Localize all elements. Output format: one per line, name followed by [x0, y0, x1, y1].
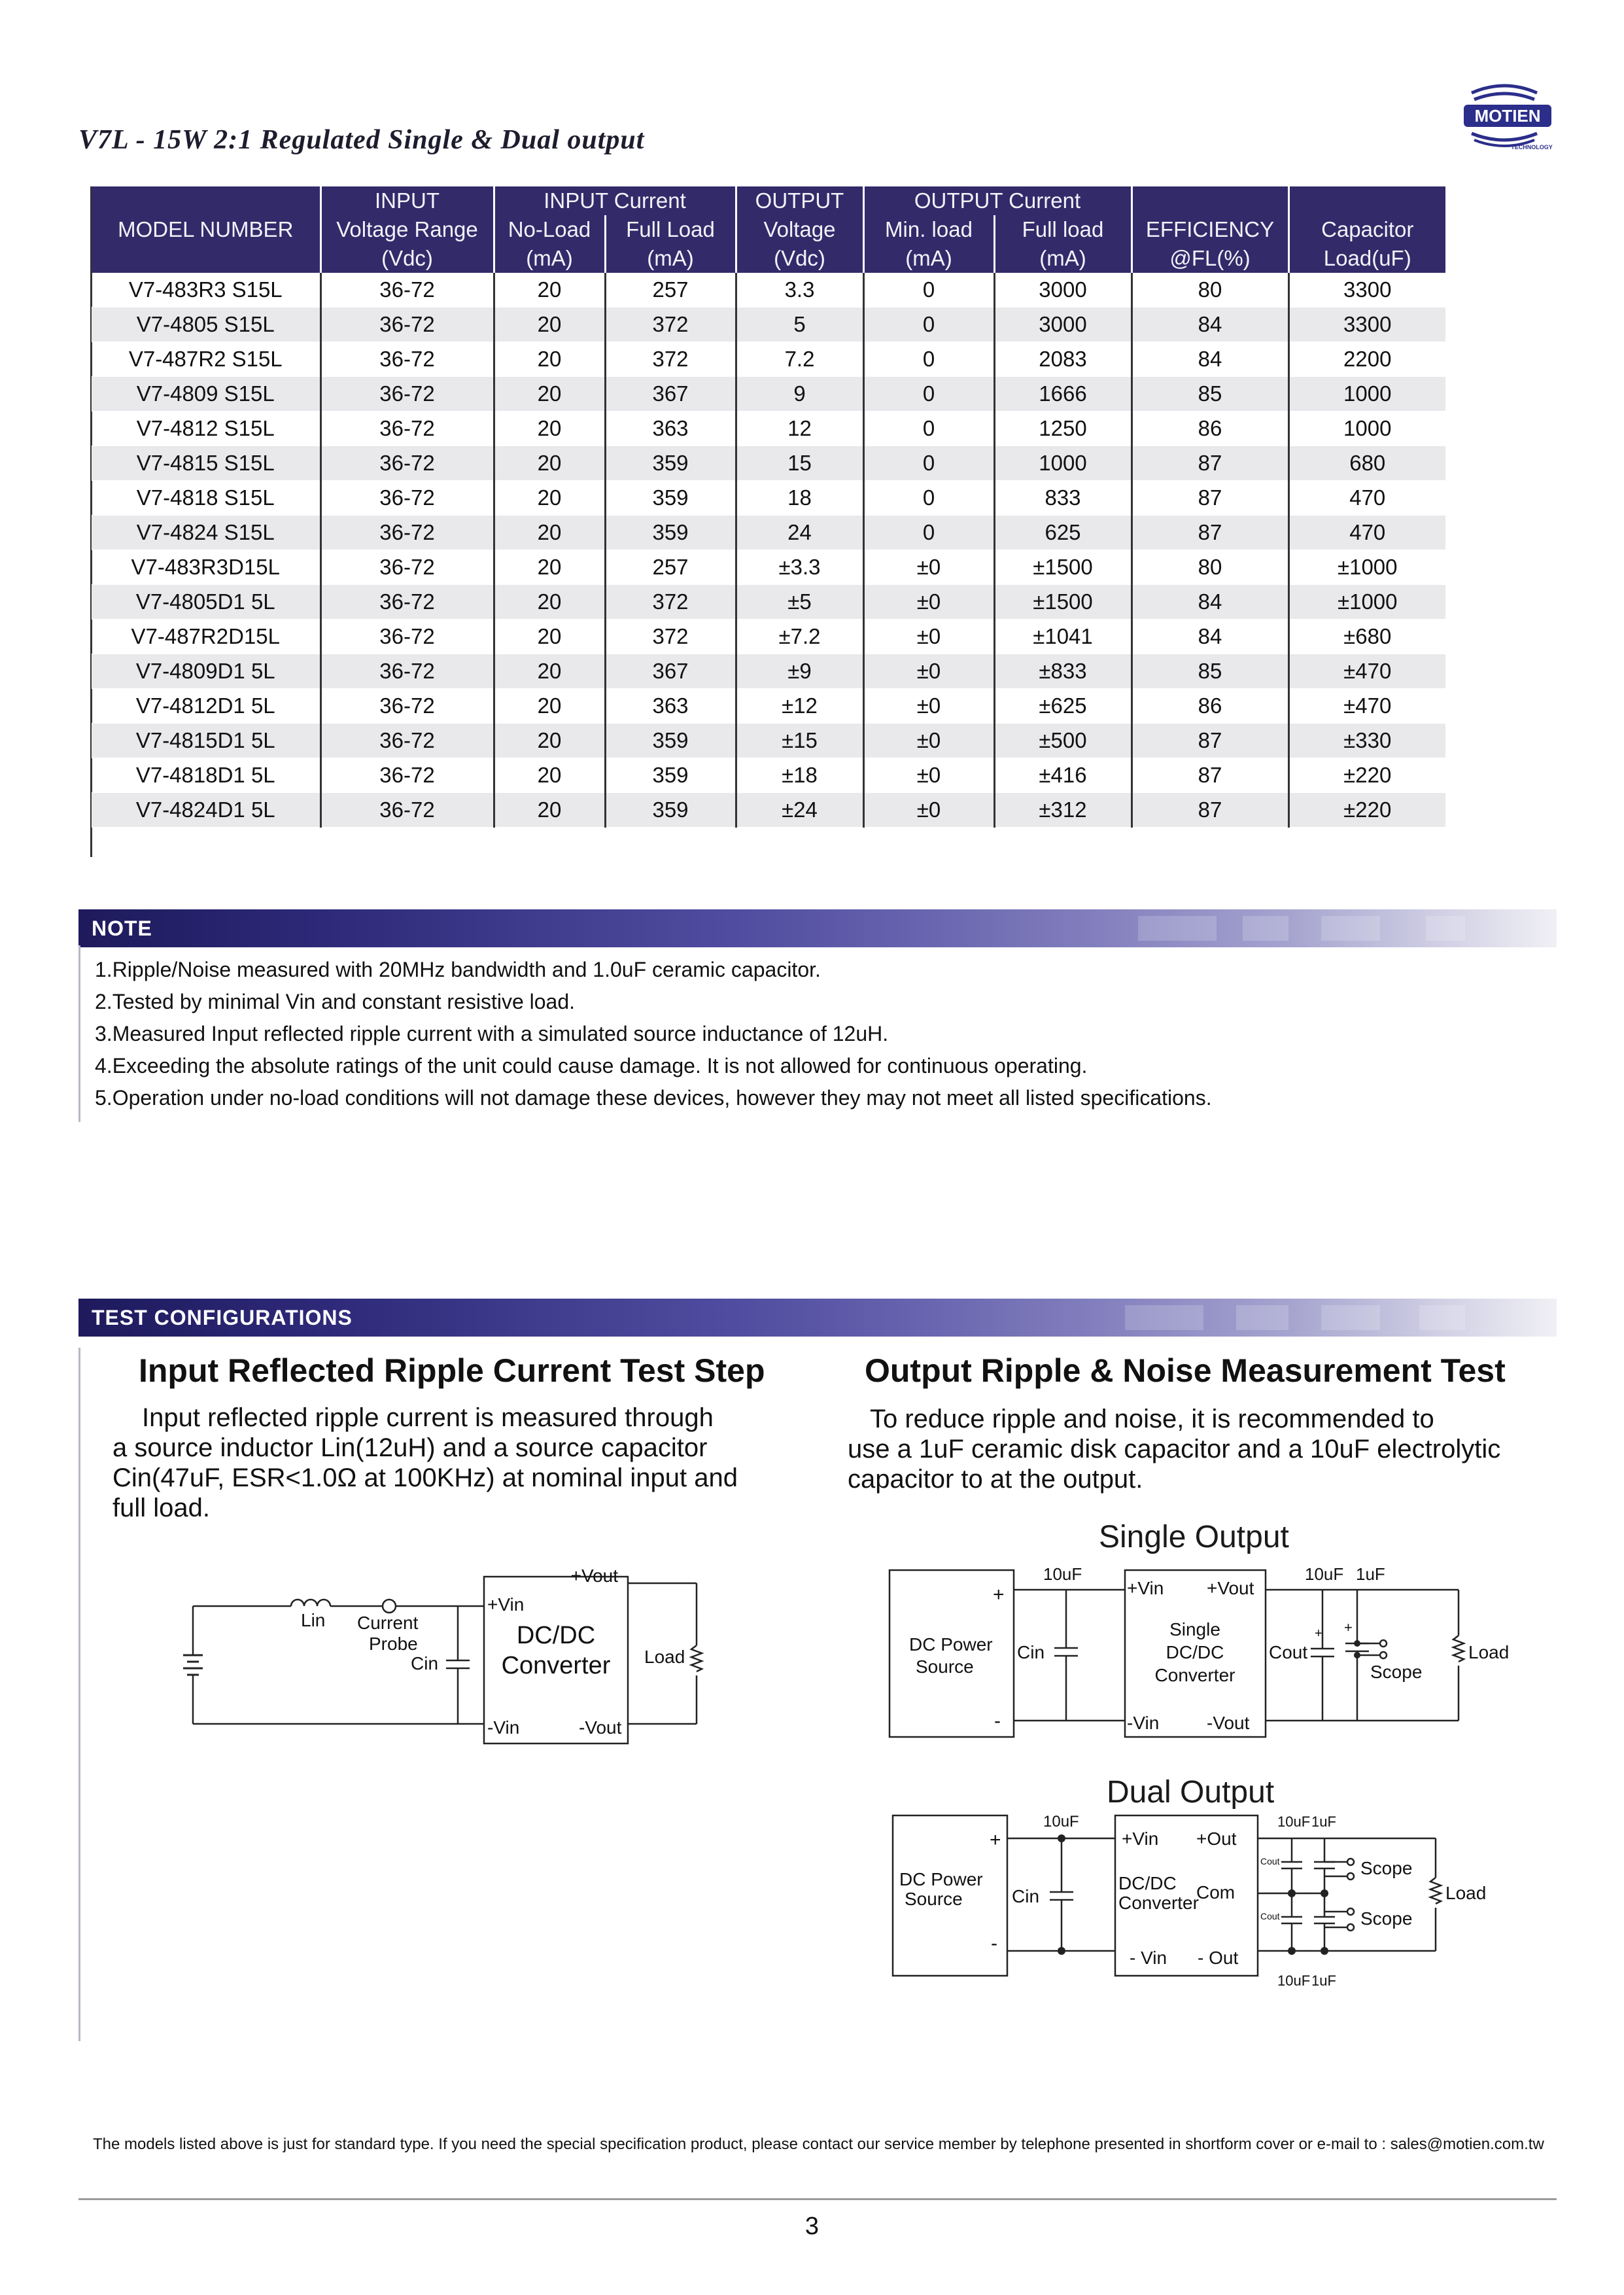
cell-load-capacitor: ±1000	[1288, 550, 1445, 585]
cell-efficiency: 84	[1132, 307, 1288, 342]
cell-full-load-output-current: ±416	[994, 758, 1132, 793]
note-item: 1.Ripple/Noise measured with 20MHz bandwidth and 1.0uF ceramic capacitor.	[95, 958, 821, 981]
header-input-current: INPUT Current	[494, 186, 736, 215]
table-row	[92, 758, 1445, 793]
cell-output-voltage: 9	[736, 377, 863, 412]
scope-label: Scope	[1370, 1662, 1423, 1682]
cell-full-load-input-current: 359	[605, 793, 736, 828]
output-ripple-description	[848, 1404, 1500, 1494]
description-line: Cin(47uF, ESR<1.0Ω at 100KHz) at nominal input and	[112, 1463, 738, 1492]
cell-full-load-output-current: ±1500	[994, 585, 1132, 620]
cell-load-capacitor: ±1000	[1288, 585, 1445, 620]
cout-value-label: 10uF	[1277, 1972, 1311, 1989]
document-title: V7L - 15W 2:1 Regulated Single & Dual output	[78, 125, 645, 155]
cout-label: Cout	[1260, 1911, 1280, 1921]
cell-model-number: V7-4818D1 5L	[92, 758, 320, 793]
cin-value-label: 10uF	[1043, 1813, 1079, 1831]
cell-no-load-current: 20	[494, 412, 605, 446]
cell-full-load-input-current: 359	[605, 516, 736, 550]
header-eff-blank	[1132, 186, 1288, 215]
cell-full-load-output-current: ±625	[994, 689, 1132, 724]
cell-output-voltage: 12	[736, 412, 863, 446]
cell-voltage-range: 36-72	[320, 758, 494, 793]
header-cap-blank	[1288, 186, 1445, 215]
cell-efficiency: 86	[1132, 412, 1288, 446]
cell-min-load-current: ±0	[863, 758, 994, 793]
cell-efficiency: 87	[1132, 516, 1288, 550]
cell-load-capacitor: ±470	[1288, 689, 1445, 724]
cell-efficiency: 87	[1132, 793, 1288, 828]
table-body	[92, 273, 1445, 828]
cell-min-load-current: ±0	[863, 689, 994, 724]
cell-no-load-current: 20	[494, 724, 605, 758]
header-min-load: Min. load	[863, 215, 994, 244]
note-item: 4.Exceeding the absolute ratings of the unit could cause damage. It is not allowed for continuous operating.	[95, 1054, 1088, 1077]
note-item: 5.Operation under no-load conditions will not damage these devices, however they may not meet all listed specifications.	[95, 1086, 1212, 1110]
cell-load-capacitor: 1000	[1288, 412, 1445, 446]
header-unit-efficiency: @FL(%)	[1132, 244, 1288, 273]
cell-model-number: V7-4815D1 5L	[92, 724, 320, 758]
header-full-load-out: Full load	[994, 215, 1132, 244]
cell-no-load-current: 20	[494, 620, 605, 654]
cell-min-load-current: ±0	[863, 724, 994, 758]
cell-voltage-range: 36-72	[320, 689, 494, 724]
cell-no-load-current: 20	[494, 481, 605, 516]
cell-load-capacitor: ±680	[1288, 620, 1445, 654]
cell-load-capacitor: ±220	[1288, 758, 1445, 793]
cell-output-voltage: 18	[736, 481, 863, 516]
input-ripple-title: Input Reflected Ripple Current Test Step	[139, 1352, 765, 1389]
cell-voltage-range: 36-72	[320, 516, 494, 550]
cell-efficiency: 87	[1132, 724, 1288, 758]
converter-label: Converter	[1154, 1665, 1235, 1685]
plus-label: +	[990, 1829, 1001, 1851]
cell-voltage-range: 36-72	[320, 273, 494, 307]
vout-plus-label: +Vout	[1207, 1578, 1254, 1598]
header-voltage-range: Voltage Range	[320, 215, 494, 244]
cell-no-load-current: 20	[494, 793, 605, 828]
cell-efficiency: 84	[1132, 620, 1288, 654]
cell-load-capacitor: 1000	[1288, 377, 1445, 412]
cell-no-load-current: 20	[494, 307, 605, 342]
single-output-circuit-diagram	[883, 1560, 1510, 1747]
specification-table	[92, 186, 1445, 828]
cell-model-number: V7-4809D1 5L	[92, 654, 320, 689]
cout-label: Cout	[1260, 1856, 1280, 1866]
cell-efficiency: 85	[1132, 377, 1288, 412]
cell-full-load-output-current: 833	[994, 481, 1132, 516]
cell-voltage-range: 36-72	[320, 724, 494, 758]
cell-load-capacitor: 470	[1288, 481, 1445, 516]
cell-efficiency: 84	[1132, 585, 1288, 620]
vin-plus-label: +Vin	[487, 1594, 525, 1615]
header-output-current: OUTPUT Current	[863, 186, 1132, 215]
cell-full-load-input-current: 367	[605, 654, 736, 689]
vout-minus-label: -Vout	[579, 1717, 622, 1738]
cell-output-voltage: ±3.3	[736, 550, 863, 585]
table-row	[92, 724, 1445, 758]
cell-output-voltage: ±9	[736, 654, 863, 689]
description-line: To reduce ripple and noise, it is recommended to	[870, 1405, 1434, 1433]
cell-full-load-input-current: 257	[605, 273, 736, 307]
table-row	[92, 550, 1445, 585]
notes-left-rule	[78, 945, 80, 1122]
cell-output-voltage: ±18	[736, 758, 863, 793]
cell-load-capacitor: ±330	[1288, 724, 1445, 758]
cell-load-capacitor: ±470	[1288, 654, 1445, 689]
cell-model-number: V7-4805 S15L	[92, 307, 320, 342]
cell-full-load-output-current: ±1041	[994, 620, 1132, 654]
table-row	[92, 377, 1445, 412]
cell-model-number: V7-483R3 S15L	[92, 273, 320, 307]
minus-label: -	[991, 1933, 997, 1954]
cell-model-number: V7-4809 S15L	[92, 377, 320, 412]
header-efficiency: EFFICIENCY	[1132, 215, 1288, 244]
cell-no-load-current: 20	[494, 377, 605, 412]
cell-full-load-output-current: 1666	[994, 377, 1132, 412]
cell-voltage-range: 36-72	[320, 446, 494, 481]
header-unit-no-load: (mA)	[494, 244, 605, 273]
cell-no-load-current: 20	[494, 654, 605, 689]
cell-no-load-current: 20	[494, 342, 605, 377]
header-unit-voltage-range: (Vdc)	[320, 244, 494, 273]
cell-output-voltage: 5	[736, 307, 863, 342]
cell-efficiency: 80	[1132, 273, 1288, 307]
description-line: Input reflected ripple current is measured through	[142, 1403, 714, 1432]
cell-full-load-input-current: 363	[605, 412, 736, 446]
cell-model-number: V7-4824 S15L	[92, 516, 320, 550]
cell-no-load-current: 20	[494, 516, 605, 550]
cell-full-load-output-current: ±312	[994, 793, 1132, 828]
cell-model-number: V7-4812D1 5L	[92, 689, 320, 724]
cin-value-label: 10uF	[1043, 1564, 1082, 1584]
note-band	[78, 909, 1557, 947]
cell-no-load-current: 20	[494, 689, 605, 724]
plus-label: +	[993, 1584, 1005, 1605]
cell-full-load-output-current: ±500	[994, 724, 1132, 758]
scope-label: Scope	[1360, 1858, 1413, 1878]
cell-min-load-current: 0	[863, 446, 994, 481]
cell-output-voltage: ±12	[736, 689, 863, 724]
vin-minus-label: -Vin	[487, 1717, 520, 1738]
cell-full-load-input-current: 372	[605, 620, 736, 654]
cell-min-load-current: 0	[863, 342, 994, 377]
footer-note: The models listed above is just for standard type. If you need the special specification product, please contact our service member by telephone presented in shortform cover or e-mail to : sales@motien.com.tw	[93, 2135, 1544, 2153]
test-left-rule	[78, 1348, 80, 2041]
cell-full-load-output-current: 625	[994, 516, 1132, 550]
test-config-label: TEST CONFIGURATIONS	[92, 1306, 353, 1329]
cell-load-capacitor: 2200	[1288, 342, 1445, 377]
cell-min-load-current: 0	[863, 412, 994, 446]
cell-model-number: V7-487R2D15L	[92, 620, 320, 654]
cell-voltage-range: 36-72	[320, 620, 494, 654]
cout-plus-label: +	[1315, 1626, 1322, 1641]
header-unit-min-load: (mA)	[863, 244, 994, 273]
header-input: INPUT	[320, 186, 494, 215]
input-ripple-circuit-diagram	[177, 1564, 733, 1760]
cell-output-voltage: ±5	[736, 585, 863, 620]
cell-min-load-current: ±0	[863, 550, 994, 585]
cell-model-number: V7-487R2 S15L	[92, 342, 320, 377]
cin-label: Cin	[1017, 1642, 1045, 1662]
cell-efficiency: 85	[1132, 654, 1288, 689]
header-output: OUTPUT	[736, 186, 863, 215]
cell-full-load-input-current: 372	[605, 307, 736, 342]
note-item: 2.Tested by minimal Vin and constant resistive load.	[95, 990, 576, 1013]
dual-output-circuit-diagram	[886, 1812, 1487, 1992]
cell-full-load-output-current: 3000	[994, 307, 1132, 342]
cell-voltage-range: 36-72	[320, 377, 494, 412]
cell-full-load-input-current: 359	[605, 446, 736, 481]
table-row	[92, 412, 1445, 446]
dcdc-label: DC/DC	[516, 1622, 596, 1649]
cout-label: Cout	[1269, 1642, 1308, 1662]
cell-no-load-current: 20	[494, 585, 605, 620]
vin-plus-label: +Vin	[1127, 1578, 1164, 1598]
ceramic-value-label: 1uF	[1356, 1564, 1385, 1584]
converter-label: Converter	[1118, 1893, 1199, 1913]
vout-plus-label: +Vout	[570, 1566, 618, 1586]
cin-label: Cin	[1012, 1886, 1040, 1906]
vin-minus-label: - Vin	[1130, 1948, 1167, 1968]
table-row	[92, 585, 1445, 620]
description-line: a source inductor Lin(12uH) and a source capacitor	[112, 1433, 708, 1462]
cell-no-load-current: 20	[494, 758, 605, 793]
vin-minus-label: -Vin	[1127, 1713, 1160, 1733]
table-row	[92, 307, 1445, 342]
out-minus-label: - Out	[1198, 1948, 1239, 1968]
cell-full-load-input-current: 363	[605, 689, 736, 724]
cell-min-load-current: ±0	[863, 620, 994, 654]
cout-value-label: 10uF	[1277, 1813, 1311, 1830]
cell-full-load-output-current: ±1500	[994, 550, 1132, 585]
cell-load-capacitor: 3300	[1288, 307, 1445, 342]
cell-full-load-input-current: 359	[605, 481, 736, 516]
cell-min-load-current: ±0	[863, 793, 994, 828]
ceramic-plus-label: +	[1344, 1619, 1353, 1636]
cell-full-load-output-current: 1250	[994, 412, 1132, 446]
logo-subtext: TECHNOLOGY	[1511, 144, 1553, 150]
cell-load-capacitor: 3300	[1288, 273, 1445, 307]
notes-list	[95, 954, 1212, 1114]
header-capacitor: Capacitor	[1288, 215, 1445, 244]
table-row	[92, 273, 1445, 307]
cell-min-load-current: 0	[863, 273, 994, 307]
cout-value-label: 10uF	[1305, 1564, 1344, 1584]
cell-full-load-input-current: 359	[605, 724, 736, 758]
description-line: use a 1uF ceramic disk capacitor and a 10uF electrolytic	[848, 1435, 1501, 1463]
description-line: capacitor to at the output.	[848, 1465, 1143, 1494]
current-label: Current	[357, 1613, 419, 1633]
minus-label: -	[994, 1710, 1001, 1732]
cell-min-load-current: ±0	[863, 585, 994, 620]
dcdc-label: DC/DC	[1118, 1873, 1177, 1893]
ceramic-value-label: 1uF	[1311, 1813, 1336, 1830]
cell-efficiency: 84	[1132, 342, 1288, 377]
cell-full-load-output-current: 2083	[994, 342, 1132, 377]
output-ripple-title: Output Ripple & Noise Measurement Test	[865, 1352, 1506, 1389]
cell-no-load-current: 20	[494, 273, 605, 307]
page-number: 3	[804, 2213, 820, 2240]
cell-full-load-input-current: 372	[605, 342, 736, 377]
header-no-load: No-Load	[494, 215, 605, 244]
header-unit-blank	[92, 244, 320, 273]
source-label: Source	[905, 1889, 963, 1909]
cell-output-voltage: 7.2	[736, 342, 863, 377]
cell-model-number: V7-4815 S15L	[92, 446, 320, 481]
cin-label: Cin	[411, 1653, 439, 1673]
header-model-blank	[92, 186, 320, 215]
single-output-title: Single Output	[1099, 1520, 1289, 1554]
cell-min-load-current: 0	[863, 377, 994, 412]
source-label: Source	[916, 1656, 974, 1677]
cell-full-load-output-current: 3000	[994, 273, 1132, 307]
vin-plus-label: +Vin	[1122, 1829, 1159, 1849]
ceramic-value-label: 1uF	[1311, 1972, 1336, 1989]
out-plus-label: +Out	[1196, 1829, 1237, 1849]
cell-output-voltage: 24	[736, 516, 863, 550]
note-item: 3.Measured Input reflected ripple current with a simulated source inductance of 12uH.	[95, 1022, 889, 1045]
cell-full-load-input-current: 372	[605, 585, 736, 620]
cell-min-load-current: 0	[863, 516, 994, 550]
cell-output-voltage: ±15	[736, 724, 863, 758]
converter-label: Converter	[501, 1652, 611, 1679]
table-row	[92, 481, 1445, 516]
cell-full-load-output-current: 1000	[994, 446, 1132, 481]
cell-voltage-range: 36-72	[320, 481, 494, 516]
cell-voltage-range: 36-72	[320, 412, 494, 446]
table-row	[92, 793, 1445, 828]
cell-full-load-input-current: 257	[605, 550, 736, 585]
header-model-number: MODEL NUMBER	[92, 215, 320, 244]
dcdc-label: DC/DC	[1166, 1642, 1224, 1662]
scope-label: Scope	[1360, 1908, 1413, 1929]
cell-model-number: V7-4818 S15L	[92, 481, 320, 516]
cell-output-voltage: 15	[736, 446, 863, 481]
cell-voltage-range: 36-72	[320, 550, 494, 585]
header-output-voltage: Voltage	[736, 215, 863, 244]
table-row	[92, 620, 1445, 654]
cell-full-load-input-current: 367	[605, 377, 736, 412]
cell-voltage-range: 36-72	[320, 342, 494, 377]
header-full-load-in: Full Load	[605, 215, 736, 244]
cell-efficiency: 87	[1132, 481, 1288, 516]
cell-voltage-range: 36-72	[320, 307, 494, 342]
cell-output-voltage: ±7.2	[736, 620, 863, 654]
table-row	[92, 516, 1445, 550]
header-unit-full-load-out: (mA)	[994, 244, 1132, 273]
table-row	[92, 342, 1445, 377]
cell-voltage-range: 36-72	[320, 585, 494, 620]
cell-min-load-current: 0	[863, 481, 994, 516]
cell-no-load-current: 20	[494, 550, 605, 585]
cell-efficiency: 80	[1132, 550, 1288, 585]
cell-min-load-current: ±0	[863, 654, 994, 689]
header-unit-capacitor: Load(uF)	[1288, 244, 1445, 273]
cell-model-number: V7-4812 S15L	[92, 412, 320, 446]
table-row	[92, 654, 1445, 689]
single-label: Single	[1169, 1619, 1220, 1639]
input-ripple-description	[112, 1403, 738, 1523]
motien-logo	[1452, 79, 1557, 157]
header-unit-output-voltage: (Vdc)	[736, 244, 863, 273]
cell-model-number: V7-483R3D15L	[92, 550, 320, 585]
cell-full-load-output-current: ±833	[994, 654, 1132, 689]
load-label: Load	[1445, 1883, 1487, 1903]
load-label: Load	[1468, 1642, 1510, 1662]
logo-text: MOTIEN	[1474, 106, 1541, 126]
test-config-band	[78, 1299, 1557, 1337]
load-label: Load	[644, 1647, 685, 1667]
note-label: NOTE	[92, 917, 152, 940]
cell-model-number: V7-4824D1 5L	[92, 793, 320, 828]
com-label: Com	[1196, 1882, 1235, 1902]
cell-efficiency: 87	[1132, 446, 1288, 481]
cell-no-load-current: 20	[494, 446, 605, 481]
probe-label: Probe	[369, 1634, 418, 1654]
cell-voltage-range: 36-72	[320, 654, 494, 689]
header-unit-full-load-in: (mA)	[605, 244, 736, 273]
table-row	[92, 689, 1445, 724]
cell-efficiency: 87	[1132, 758, 1288, 793]
cell-load-capacitor: 680	[1288, 446, 1445, 481]
cell-efficiency: 86	[1132, 689, 1288, 724]
footer-rule	[78, 2198, 1557, 2200]
cell-load-capacitor: 470	[1288, 516, 1445, 550]
cell-load-capacitor: ±220	[1288, 793, 1445, 828]
cell-full-load-input-current: 359	[605, 758, 736, 793]
dc-power-label: DC Power	[899, 1869, 983, 1889]
dc-power-label: DC Power	[909, 1634, 993, 1655]
cell-output-voltage: 3.3	[736, 273, 863, 307]
cell-output-voltage: ±24	[736, 793, 863, 828]
dual-output-title: Dual Output	[1107, 1775, 1275, 1810]
cell-voltage-range: 36-72	[320, 793, 494, 828]
description-line: full load.	[112, 1494, 210, 1522]
cell-model-number: V7-4805D1 5L	[92, 585, 320, 620]
cell-min-load-current: 0	[863, 307, 994, 342]
vout-minus-label: -Vout	[1207, 1713, 1250, 1733]
lin-label: Lin	[301, 1610, 326, 1630]
table-row	[92, 446, 1445, 481]
